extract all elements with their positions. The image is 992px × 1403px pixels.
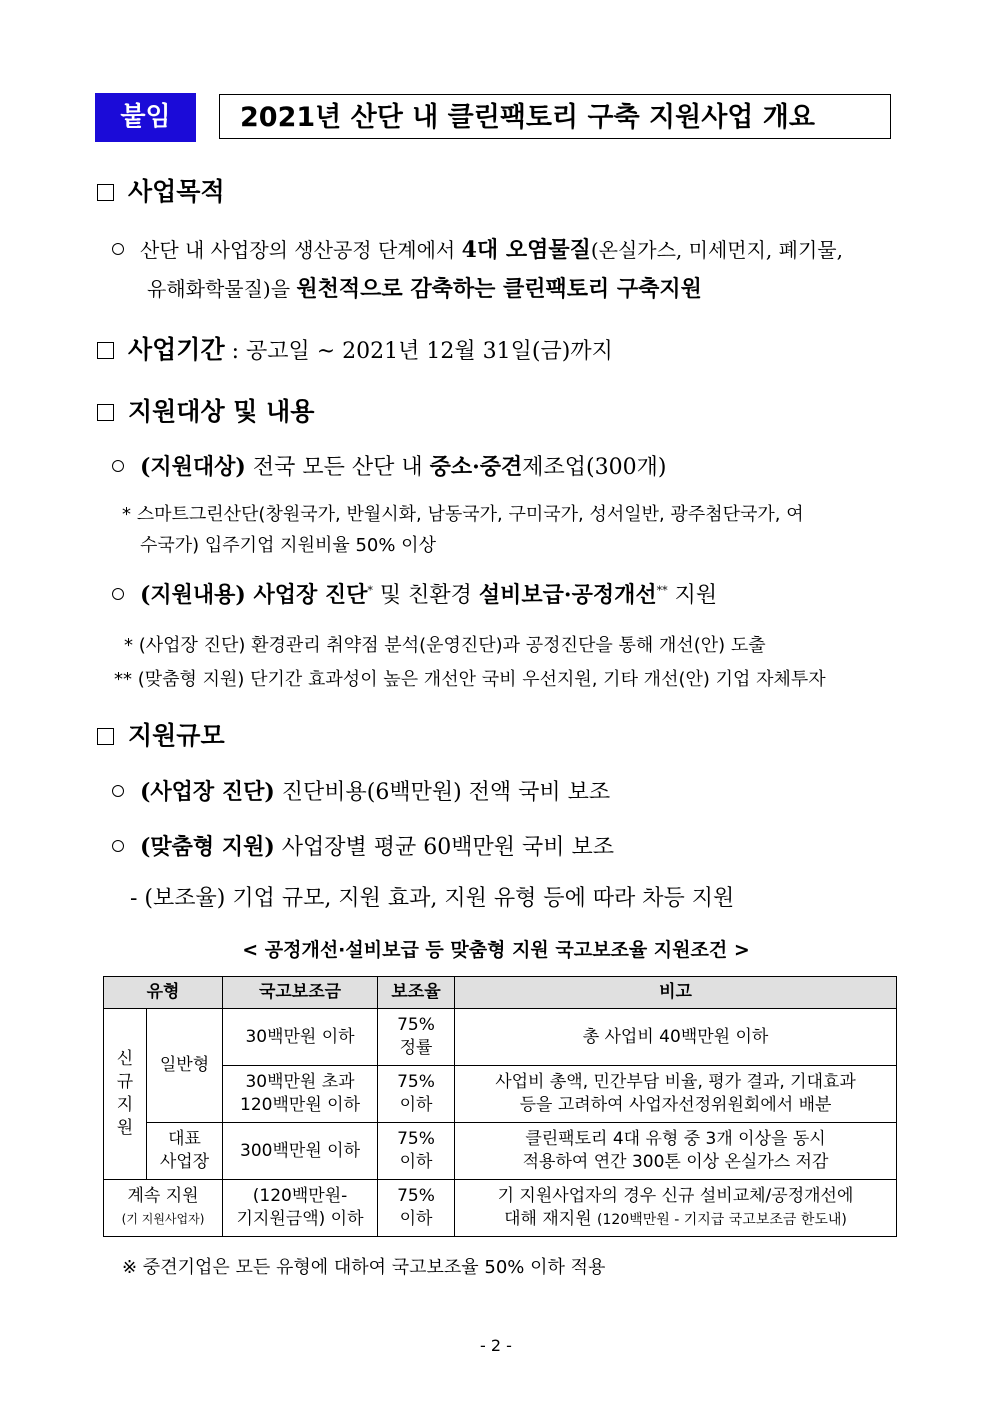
- purpose-line-2: 유해화학물질)을 원천적으로 감축하는 클린팩토리 구축지원: [147, 276, 702, 302]
- table-row: [104, 1180, 897, 1237]
- section-purpose: [97, 172, 225, 208]
- target-note-1-line-2: 수국가) 입주기업 지원비율 50% 이상: [140, 535, 436, 556]
- target-item-2: (지원내용) 사업장 진단* 및 친환경 설비보급·공정개선** 지원: [112, 578, 717, 609]
- note-cell: 기 지원사업자의 경우 신규 설비교체/공정개선에 대해 재지원 (120백만원 - 기지급 국고보조금 한도내): [455, 1180, 897, 1237]
- circle-bullet-icon: [112, 243, 124, 255]
- section-scale: [97, 716, 225, 752]
- support-table: [103, 976, 897, 1237]
- amount-cell: 30백만원 이하: [223, 1009, 378, 1066]
- section-heading: 지원대상 및 내용: [128, 397, 315, 426]
- table-row: [104, 1123, 897, 1180]
- section-heading: 지원규모: [128, 721, 225, 750]
- table-row: [104, 1009, 897, 1066]
- column-header: 국고보조금: [223, 977, 378, 1009]
- column-header: 보조율: [378, 977, 455, 1009]
- amount-cell: 300백만원 이하: [223, 1123, 378, 1180]
- column-header: 유형: [104, 977, 223, 1009]
- section-period: 사업기간 : 공고일 ~ 2021년 12월 31일(금)까지: [97, 330, 613, 366]
- note-cell: 사업비 총액, 민간부담 비율, 평가 결과, 기대효과 등을 고려하여 사업자선정위원회에서 배분: [455, 1066, 897, 1123]
- target-note-2: * (사업장 진단) 환경관리 취약점 분석(운영진단)과 공정진단을 통해 개선(안) 도출: [124, 635, 766, 656]
- circle-bullet-icon: [112, 840, 124, 852]
- target-item-1: (지원대상) 전국 모든 산단 내 중소·중견제조업(300개): [112, 450, 666, 481]
- rate-cell: 75% 이하: [378, 1180, 455, 1237]
- rate-cell: 75% 이하: [378, 1123, 455, 1180]
- circle-bullet-icon: [112, 785, 124, 797]
- rate-cell: 75% 정률: [378, 1009, 455, 1066]
- amount-cell: (120백만원- 기지원금액) 이하: [223, 1180, 378, 1237]
- document-title: 2021년 산단 내 클린팩토리 구축 지원사업 개요: [219, 94, 891, 139]
- target-note-3: ** (맞춤형 지원) 단기간 효과성이 높은 개선안 국비 우선지원, 기타 개선(안) 기업 자체투자: [114, 669, 826, 690]
- attachment-tag: 붙임: [95, 93, 196, 142]
- scale-item-2: (맞춤형 지원) 사업장별 평균 60백만원 국비 보조: [112, 830, 614, 861]
- section-target: [97, 392, 314, 428]
- general-type-cell: 일반형: [147, 1009, 223, 1123]
- circle-bullet-icon: [112, 588, 124, 600]
- column-header: 비고: [455, 977, 897, 1009]
- note-cell: 총 사업비 40백만원 이하: [455, 1009, 897, 1066]
- square-bullet-icon: [97, 184, 114, 201]
- square-bullet-icon: [97, 728, 114, 745]
- continue-support-cell: 계속 지원 (기 지원사업자): [104, 1180, 223, 1237]
- scale-item-1: (사업장 진단) 진단비용(6백만원) 전액 국비 보조: [112, 775, 610, 806]
- rep-type-cell: 대표 사업장: [147, 1123, 223, 1180]
- purpose-line-1: 산단 내 사업장의 생산공정 단계에서 4대 오염물질(온실가스, 미세먼지, 폐기물,: [112, 233, 843, 264]
- table-header-row: [104, 977, 897, 1009]
- rate-cell: 75% 이하: [378, 1066, 455, 1123]
- note-cell: 클린팩토리 4대 유형 중 3개 이상을 동시 적용하여 연간 300톤 이상 온실가스 저감: [455, 1123, 897, 1180]
- circle-bullet-icon: [112, 460, 124, 472]
- target-note-1-line-1: * 스마트그린산단(창원국가, 반월시화, 남동국가, 구미국가, 성서일반, 광주첨단국가, 여: [122, 504, 804, 525]
- section-heading: 사업기간: [128, 335, 225, 364]
- table-caption: < 공정개선·설비보급 등 맞춤형 지원 국고보조율 지원조건 >: [242, 939, 750, 961]
- square-bullet-icon: [97, 404, 114, 421]
- section-heading: 사업목적: [128, 177, 225, 206]
- table-row: [104, 1066, 897, 1123]
- amount-cell: 30백만원 초과 120백만원 이하: [223, 1066, 378, 1123]
- page-number: - 2 -: [480, 1336, 512, 1355]
- scale-sub: - (보조율) 기업 규모, 지원 효과, 지원 유형 등에 따라 차등 지원: [130, 886, 735, 911]
- footnote: ※ 중견기업은 모든 유형에 대하여 국고보조율 50% 이하 적용: [122, 1257, 606, 1278]
- square-bullet-icon: [97, 342, 114, 359]
- new-support-cell: 신 규 지 원: [104, 1009, 147, 1180]
